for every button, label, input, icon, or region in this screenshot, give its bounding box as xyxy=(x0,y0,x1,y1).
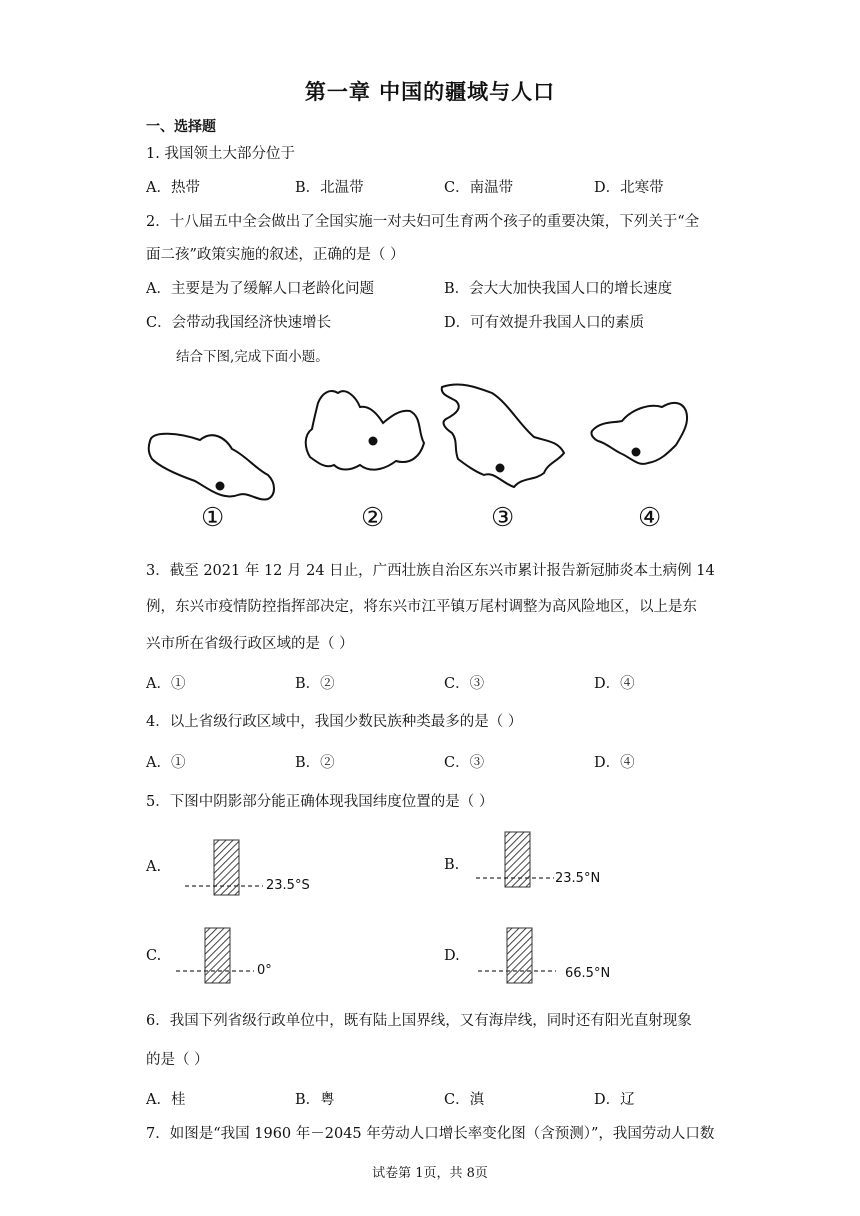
question-3-stem-line1: 3．截至 2021 年 12 月 24 日止，广西壮族自治区东兴市累计报告新冠肺炎本土病例 14 xyxy=(146,563,715,579)
q4-option-d[interactable]: D．④ xyxy=(594,755,635,771)
map-label-2: ② xyxy=(361,503,385,533)
q2-option-c[interactable]: C．会带动我国经济快速增长 xyxy=(146,315,332,331)
hatched-latitude-band xyxy=(505,832,530,887)
q5-latitude-d: 66.5°N xyxy=(565,966,611,981)
province-map-1 xyxy=(149,434,274,500)
province-map-2 xyxy=(306,391,424,470)
q5-latitude-b: 23.5°N xyxy=(555,871,601,886)
q5-option-c[interactable]: C. xyxy=(146,948,162,964)
province-map-4 xyxy=(591,403,687,464)
map-label-1: ① xyxy=(201,503,225,533)
hatched-latitude-band xyxy=(507,928,532,983)
q6-option-c[interactable]: C．滇 xyxy=(444,1092,485,1108)
hatched-latitude-band xyxy=(214,840,239,895)
q5-latitude-a: 23.5°S xyxy=(266,878,310,893)
question-2-stem-line1: 2．十八届五中全会做出了全国实施一对夫妇可生育两个孩子的重要决策，下列关于“全 xyxy=(146,214,700,230)
q5-diagram-c xyxy=(176,926,316,986)
question-6-stem-line2: 的是（ ） xyxy=(146,1052,209,1068)
q3-option-c[interactable]: C．③ xyxy=(444,676,485,692)
q4-option-b[interactable]: B．② xyxy=(295,755,335,771)
question-7-stem: 7．如图是“我国 1960 年－2045 年劳动人口增长率变化图（含预测）”，我国劳动人口数 xyxy=(146,1126,715,1142)
q6-option-d[interactable]: D．辽 xyxy=(594,1092,635,1108)
q5-option-d[interactable]: D. xyxy=(444,948,460,964)
question-1-stem: 1. 我国领土大部分位于 xyxy=(146,146,295,162)
page-footer: 试卷第 1页，共 8页 xyxy=(372,1166,488,1181)
section-heading: 一、选择题 xyxy=(146,119,216,135)
map-label-3: ③ xyxy=(491,503,515,533)
map-intro: 结合下图,完成下面小题。 xyxy=(176,349,329,365)
hatched-latitude-band xyxy=(205,928,230,983)
q1-option-a[interactable]: A．热带 xyxy=(146,180,200,196)
q1-option-d[interactable]: D．北寒带 xyxy=(594,180,664,196)
q4-option-c[interactable]: C．③ xyxy=(444,755,485,771)
province-map-3 xyxy=(442,385,564,487)
q6-option-a[interactable]: A．桂 xyxy=(146,1092,186,1108)
q3-option-b[interactable]: B．② xyxy=(295,676,335,692)
q4-option-a[interactable]: A．① xyxy=(146,755,186,771)
question-2-stem-line2: 面二孩”政策实施的叙述，正确的是（ ） xyxy=(146,247,405,263)
page-title: 第一章 中国的疆域与人口 xyxy=(304,80,556,104)
q5-option-b[interactable]: B. xyxy=(444,857,460,873)
map-label-4: ④ xyxy=(638,503,662,533)
q2-option-d[interactable]: D．可有效提升我国人口的素质 xyxy=(444,315,645,331)
question-5-stem: 5．下图中阴影部分能正确体现我国纬度位置的是（ ） xyxy=(146,794,494,810)
q5-latitude-c: 0° xyxy=(257,963,272,978)
q1-option-c[interactable]: C．南温带 xyxy=(444,180,514,196)
q2-option-a[interactable]: A．主要是为了缓解人口老龄化问题 xyxy=(146,281,374,297)
q6-option-b[interactable]: B．粤 xyxy=(295,1092,335,1108)
q3-option-d[interactable]: D．④ xyxy=(594,676,635,692)
question-6-stem-line1: 6．我国下列省级行政单位中，既有陆上国界线，又有海岸线，同时还有阳光直射现象 xyxy=(146,1013,692,1029)
question-3-stem-line2: 例，东兴市疫情防控指挥部决定，将东兴市江平镇万尾村调整为高风险地区，以上是东 xyxy=(146,599,697,615)
question-3-stem-line3: 兴市所在省级行政区域的是（ ） xyxy=(146,636,354,652)
q3-option-a[interactable]: A．① xyxy=(146,676,186,692)
question-4-stem: 4．以上省级行政区域中，我国少数民族种类最多的是（ ） xyxy=(146,714,523,730)
province-maps xyxy=(0,375,860,545)
q2-option-b[interactable]: B．会大大加快我国人口的增长速度 xyxy=(444,281,673,297)
q5-option-a[interactable]: A. xyxy=(146,859,162,875)
q1-option-b[interactable]: B．北温带 xyxy=(295,180,364,196)
